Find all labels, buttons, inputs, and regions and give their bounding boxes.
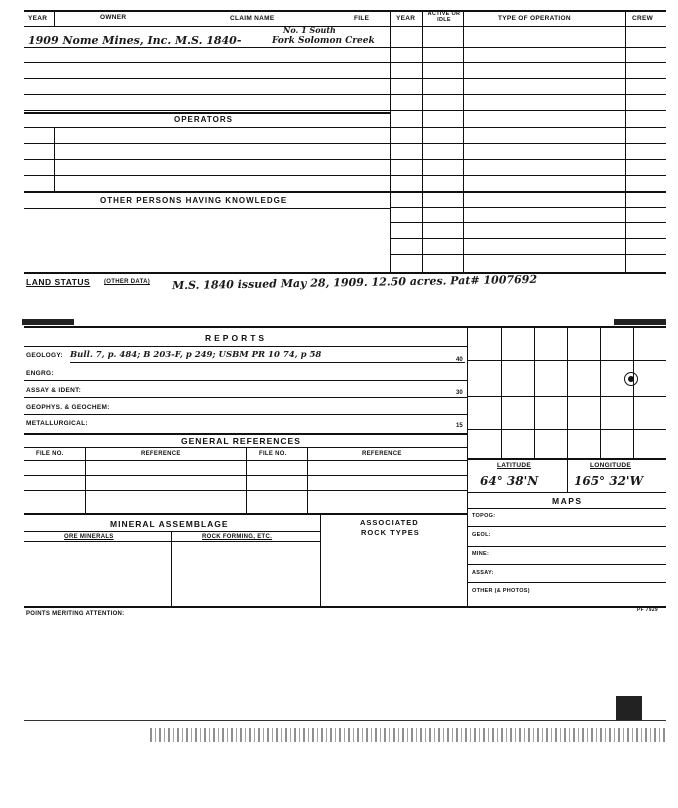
gen-ref-heading: GENERAL REFERENCES (181, 436, 301, 446)
row-line (467, 546, 666, 547)
row-line (24, 541, 320, 542)
tick-label: 15 (456, 423, 463, 429)
grid-line (467, 360, 666, 361)
row-line (24, 78, 666, 79)
longitude-label: LONGITUDE (590, 462, 631, 469)
col-sep (307, 447, 308, 513)
grid-line (467, 396, 666, 397)
header-type-of-operation: TYPE OF OPERATION (498, 15, 571, 22)
claim-entry-line2: Fork Solomon Creek (272, 36, 375, 46)
row-line (24, 62, 666, 63)
assay-label: ASSAY & IDENT: (26, 387, 82, 394)
row-line (24, 380, 467, 381)
col-sep (85, 447, 86, 513)
col-sep (320, 513, 321, 607)
gen-ref-col-ref2: REFERENCE (362, 451, 402, 457)
land-status-label: LAND STATUS (26, 277, 91, 287)
gen-ref-col-file2: FILE NO. (259, 451, 287, 457)
geophys-label: GEOPHYS. & GEOCHEM: (26, 404, 110, 411)
maps-assay: ASSAY: (472, 570, 494, 576)
row-line (24, 127, 666, 128)
mineral-top (24, 513, 467, 515)
grid-line (501, 326, 502, 458)
top-section-bottom (24, 272, 666, 274)
col-sep (246, 447, 247, 513)
reports-right-border (467, 326, 468, 516)
row-line (70, 362, 465, 363)
bottom-line (24, 720, 666, 721)
header-bottom-line (24, 26, 666, 27)
header-active-or-idle: ACTIVE OR IDLE (427, 11, 461, 23)
row-line (24, 143, 666, 144)
gen-ref-top (24, 433, 467, 435)
row-line (467, 582, 666, 583)
associated-heading-2: ROCK TYPES (361, 528, 420, 537)
scan-mark (614, 319, 666, 325)
owner-entry: 1909 Nome Mines, Inc. M.S. 1840- (28, 34, 242, 47)
operators-top-line (24, 112, 390, 114)
maps-left-border (467, 508, 468, 607)
row-line (390, 207, 666, 208)
header-year: YEAR (28, 15, 48, 22)
row-line (467, 564, 666, 565)
location-marker-icon (624, 372, 638, 386)
row-line (24, 208, 390, 209)
geology-value: Bull. 7, p. 484; B 203-F, p 249; USBM PR 10 74, p 58 (70, 350, 322, 360)
operators-heading: OPERATORS (174, 115, 233, 124)
grid-line (534, 326, 535, 458)
metallurgical-label: METALLURGICAL: (26, 420, 88, 427)
header-file: FILE (354, 15, 370, 22)
main-divider (390, 10, 391, 274)
row-line (467, 508, 666, 509)
reports-top-border (24, 326, 666, 328)
latitude-value: 64° 38'N (480, 474, 539, 488)
top-border (24, 10, 666, 12)
maps-geol: GEOL: (472, 532, 491, 538)
row-line (467, 526, 666, 527)
gen-ref-col-ref1: REFERENCE (141, 451, 181, 457)
rock-forming-label: ROCK FORMING, ETC. (202, 534, 273, 540)
row-line (24, 94, 666, 95)
maps-top (467, 492, 666, 493)
maps-mine: MINE: (472, 551, 490, 557)
points-meriting-attention: POINTS MERITING ATTENTION: (26, 611, 125, 617)
header-crew: CREW (632, 15, 654, 22)
tick-label: 40 (456, 357, 463, 363)
lat-long-divider (567, 458, 568, 492)
col-sep (422, 10, 423, 274)
claim-entry-line1: No. 1 South (283, 25, 336, 35)
header-claim-name: CLAIM NAME (230, 15, 275, 22)
maps-heading: MAPS (552, 496, 583, 506)
scan-mark (22, 319, 74, 325)
associated-heading-1: ASSOCIATED (360, 518, 419, 527)
land-status-entry: M.S. 1840 issued May 28, 1909. 12.50 acres. Pat# 1007692 (171, 272, 538, 293)
other-persons-heading: OTHER PERSONS HAVING KNOWLEDGE (100, 196, 288, 205)
row-line (390, 238, 666, 239)
scan-mark (616, 696, 642, 720)
land-status-sublabel: (OTHER DATA) (104, 279, 151, 285)
maps-topog: TOPOG: (472, 513, 496, 519)
row-line (24, 346, 467, 347)
grid-line (567, 326, 568, 458)
row-line (24, 47, 666, 48)
col-sep (171, 531, 172, 607)
grid-line (467, 429, 666, 430)
mineral-bottom (24, 606, 666, 608)
form-number: PF 7929 (637, 607, 659, 613)
row-line (24, 110, 666, 111)
maps-other: OTHER (& PHOTOS) (472, 588, 530, 594)
row-line (24, 175, 666, 176)
grid-line (600, 326, 601, 458)
col-sep (463, 10, 464, 274)
row-line (24, 159, 666, 160)
header-owner: OWNER (100, 14, 127, 21)
longitude-value: 165° 32'W (574, 474, 644, 488)
other-persons-top-line (24, 191, 666, 193)
reports-heading: REPORTS (205, 333, 268, 343)
row-line (390, 222, 666, 223)
row-line (390, 254, 666, 255)
row-line (24, 531, 320, 532)
header-year-2: YEAR (396, 15, 416, 22)
col-sep (54, 10, 55, 26)
engrg-label: ENGRG: (26, 370, 54, 377)
col-sep (54, 127, 55, 191)
row-line (24, 414, 467, 415)
gen-ref-col-file1: FILE NO. (36, 451, 64, 457)
ore-minerals-label: ORE MINERALS (64, 534, 114, 540)
mineral-heading: MINERAL ASSEMBLAGE (110, 519, 229, 529)
latitude-label: LATITUDE (497, 462, 532, 469)
tick-label: 30 (456, 390, 463, 396)
grid-line (633, 326, 634, 458)
geology-label: GEOLOGY: (26, 352, 63, 359)
scan-noise (150, 728, 666, 742)
col-sep (625, 10, 626, 274)
row-line (24, 397, 467, 398)
